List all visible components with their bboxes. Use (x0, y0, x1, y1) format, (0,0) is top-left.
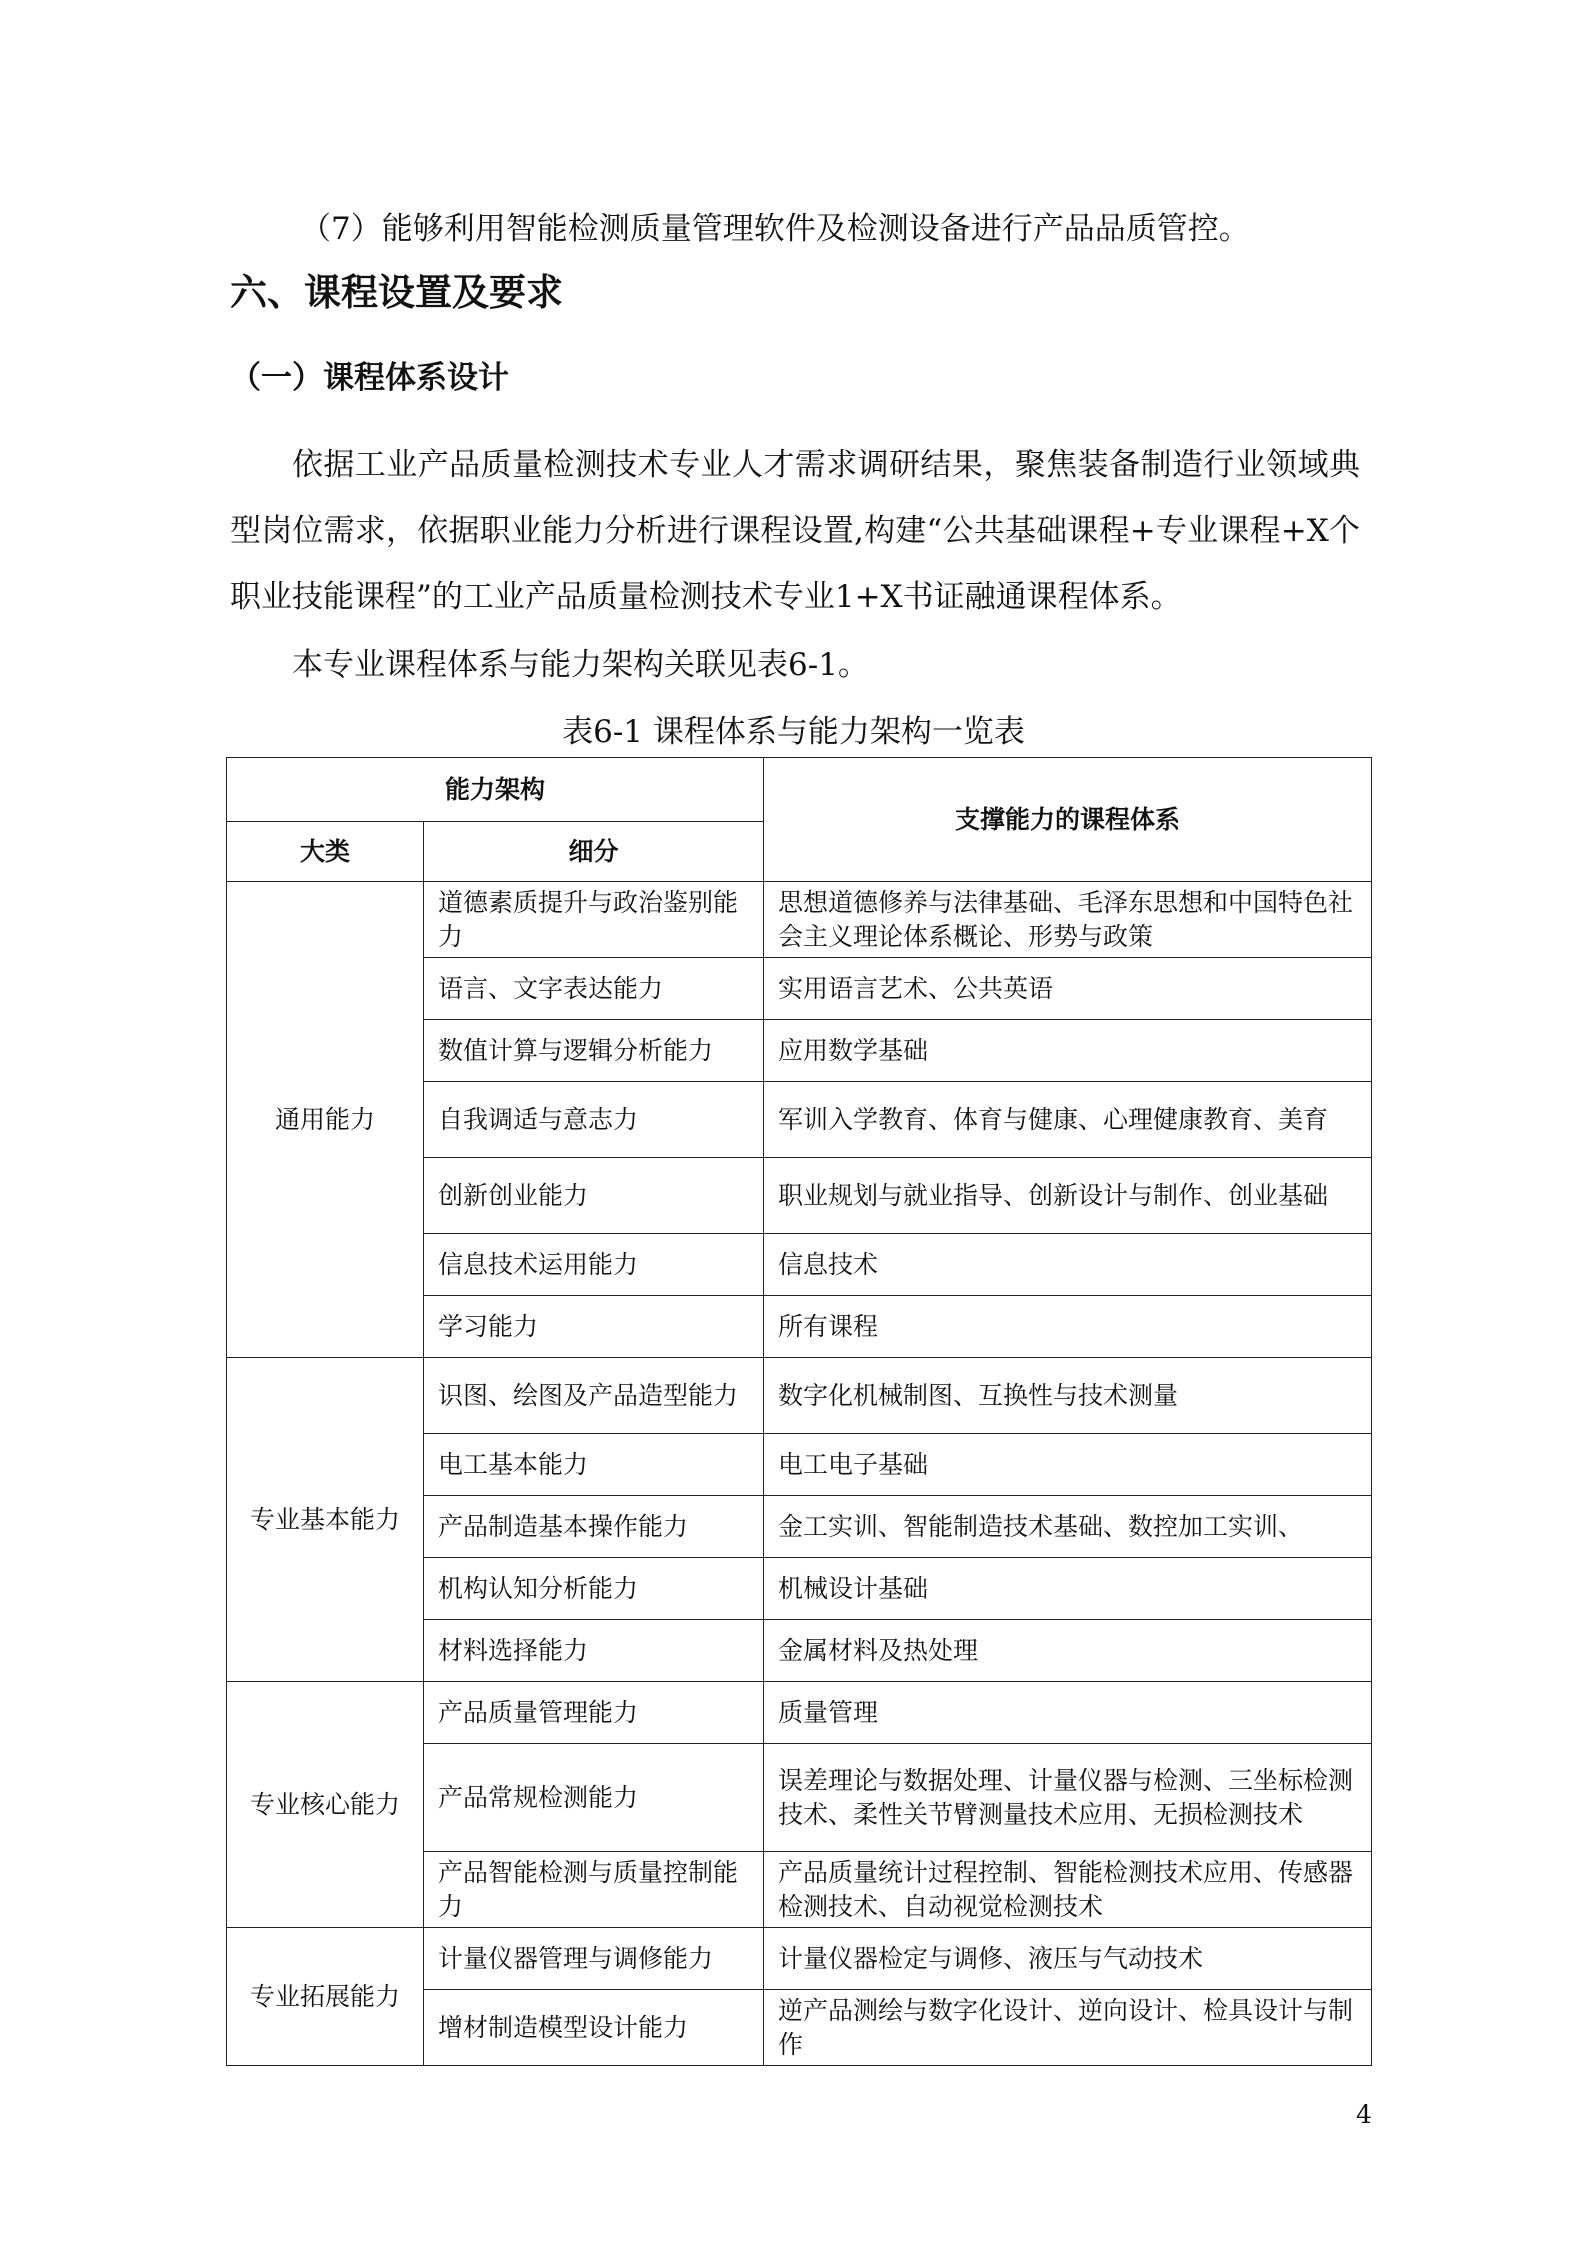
subdivision-cell: 产品常规检测能力 (424, 1744, 764, 1852)
header-ability-framework: 能力架构 (227, 758, 764, 822)
subdivision-cell: 自我调适与意志力 (424, 1082, 764, 1158)
header-category: 大类 (227, 822, 424, 882)
subdivision-cell: 材料选择能力 (424, 1620, 764, 1682)
category-cell: 专业基本能力 (227, 1358, 424, 1682)
course-cell: 电工电子基础 (764, 1434, 1372, 1496)
subdivision-cell: 产品质量管理能力 (424, 1682, 764, 1744)
subdivision-cell: 机构认知分析能力 (424, 1558, 764, 1620)
course-cell: 数字化机械制图、互换性与技术测量 (764, 1358, 1372, 1434)
header-subdivision: 细分 (424, 822, 764, 882)
table-row (227, 882, 1372, 958)
course-cell: 计量仪器检定与调修、液压与气动技术 (764, 1928, 1372, 1990)
course-cell: 应用数学基础 (764, 1020, 1372, 1082)
section-heading: 六、课程设置及要求 (230, 271, 563, 314)
subdivision-cell: 数值计算与逻辑分析能力 (424, 1020, 764, 1082)
table-row (227, 1358, 1372, 1434)
course-cell: 误差理论与数据处理、计量仪器与检测、三坐标检测技术、柔性关节臂测量技术应用、无损检测技术 (764, 1744, 1372, 1852)
subdivision-cell: 语言、文字表达能力 (424, 958, 764, 1020)
subdivision-cell: 创新创业能力 (424, 1158, 764, 1234)
header-courses: 支撑能力的课程体系 (764, 758, 1372, 882)
table-row (227, 1928, 1372, 1990)
subdivision-cell: 学习能力 (424, 1296, 764, 1358)
subdivision-cell: 电工基本能力 (424, 1434, 764, 1496)
course-cell: 逆产品测绘与数字化设计、逆向设计、检具设计与制作 (764, 1990, 1372, 2066)
category-cell: 专业核心能力 (227, 1682, 424, 1928)
subdivision-cell: 产品智能检测与质量控制能力 (424, 1852, 764, 1928)
course-cell: 金属材料及热处理 (764, 1620, 1372, 1682)
course-cell: 产品质量统计过程控制、智能检测技术应用、传感器检测技术、自动视觉检测技术 (764, 1852, 1372, 1928)
course-cell: 职业规划与就业指导、创新设计与制作、创业基础 (764, 1158, 1372, 1234)
subdivision-cell: 道德素质提升与政治鉴别能力 (424, 882, 764, 958)
subdivision-cell: 增材制造模型设计能力 (424, 1990, 764, 2066)
course-cell: 实用语言艺术、公共英语 (764, 958, 1372, 1020)
course-cell: 思想道德修养与法律基础、毛泽东思想和中国特色社会主义理论体系概论、形势与政策 (764, 882, 1372, 958)
page-number: 4 (1356, 2100, 1372, 2129)
course-cell: 所有课程 (764, 1296, 1372, 1358)
subdivision-cell: 计量仪器管理与调修能力 (424, 1928, 764, 1990)
table-body (227, 882, 1372, 2066)
course-cell: 军训入学教育、体育与健康、心理健康教育、美育 (764, 1082, 1372, 1158)
subsection-heading: （一）课程体系设计 (230, 360, 509, 396)
table-caption: 表6-1 课程体系与能力架构一览表 (562, 714, 1025, 750)
course-cell: 质量管理 (764, 1682, 1372, 1744)
list-item-7: （7）能够利用智能检测质量管理软件及检测设备进行产品品质管控。 (300, 211, 1250, 247)
ability-course-table (226, 757, 1372, 2066)
subdivision-cell: 信息技术运用能力 (424, 1234, 764, 1296)
table-row (227, 1682, 1372, 1744)
table-reference-paragraph: 本专业课程体系与能力架构关联见表6-1。 (292, 647, 869, 683)
course-cell: 信息技术 (764, 1234, 1372, 1296)
subdivision-cell: 产品制造基本操作能力 (424, 1496, 764, 1558)
course-cell: 金工实训、智能制造技术基础、数控加工实训、 (764, 1496, 1372, 1558)
category-cell: 通用能力 (227, 882, 424, 1358)
body-paragraph: 依据工业产品质量检测技术专业人才需求调研结果，聚焦装备制造行业领域典型岗位需求，依据职业能力分析进行课程设置,构建“公共基础课程+专业课程+X个职业技能课程”的工业产品质量检测技术专业1+X书证融通课程体系。 (230, 447, 1360, 615)
subdivision-cell: 识图、绘图及产品造型能力 (424, 1358, 764, 1434)
course-cell: 机械设计基础 (764, 1558, 1372, 1620)
category-cell: 专业拓展能力 (227, 1928, 424, 2066)
